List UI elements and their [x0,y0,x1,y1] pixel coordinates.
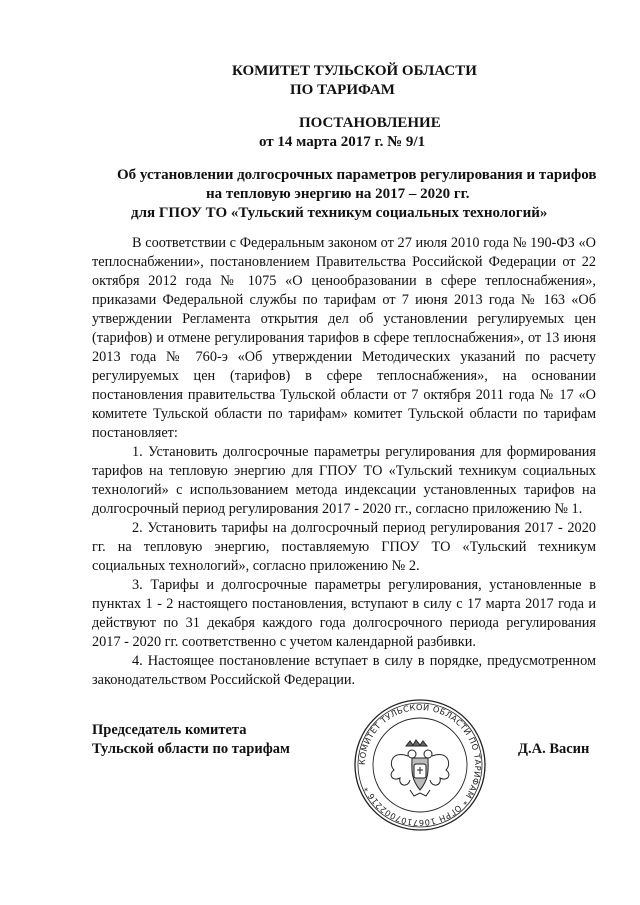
item-paragraph: 2. Установить тарифы на долгосрочный период регулирования 2017 - 2020 гг. на тепловую энергию, поставляемую ГПОУ ТО «Тульский техникум социальных технологий», согласно приложению № 2. [92,520,596,574]
subject-line2: на тепловую энергию на 2017 – 2020 гг. [206,186,470,202]
item-paragraph: 3. Тарифы и долгосрочные параметры регулирования, установленные в пунктах 1 - 2 настоящего постановления, вступают в силу с 17 марта 2017 года и действуют по 31 декабря каждого года долгосрочного периода регулирования 2017 - 2020 гг. соответственно с учетом календарной разбивки. [92,577,596,650]
eagle-emblem-icon [391,740,449,796]
org-title-line1: КОМИТЕТ ТУЛЬСКОЙ ОБЛАСТИ [232,63,477,79]
subject-line1: Об установлении долгосрочных параметров регулирования и тарифов [117,167,597,183]
document-date-number: от 14 марта 2017 г. № 9/1 [259,134,426,150]
subject-line3: для ГПОУ ТО «Тульский техникум социальных технологий» [131,205,548,221]
signatory-name: Д.А. Васин [518,741,590,757]
item-paragraph: 1. Установить долгосрочные параметры регулирования для формирования тарифов на тепловую энергию для ГПОУ ТО «Тульский техникум социальных технологий» с использованием метода индексации установленных тарифов на долгосрочный период регулирования 2017 - 2020 гг., согласно приложению № 1. [92,444,596,517]
org-title-line2: ПО ТАРИФАМ [290,82,395,98]
official-stamp [352,698,488,832]
signatory-position-line1: Председатель комитета [92,722,247,738]
signatory-position-line2: Тульской области по тарифам [92,741,290,757]
document-body [92,234,596,690]
document-type: ПОСТАНОВЛЕНИЕ [299,115,441,131]
preamble-paragraph: В соответствии с Федеральным законом от 27 июля 2010 года № 190-ФЗ «О теплоснабжении», постановлением Правительства Российской Федерации от 22 октября 2012 года № 1075 «О ценообразовании в сфере теплоснабжения», приказами Федеральной службы по тарифам от 7 июня 2013 года № 163 «Об утверждении Регламента открытия дел об установлении регулируемых цен (тарифов) и отмене регулирования тарифов в сфере теплоснабжения», от 13 июня 2013 года № 760-э «Об утверждении Методических указаний по расчету регулируемых цен (тарифов) в сфере теплоснабжения», на основании постановления правительства Тульской области от 7 октября 2011 года № 17 «О комитете Тульской области по тарифам» комитет Тульской области по тарифам постановляет: [92,235,596,441]
stamp-ring-text: КОМИТЕТ ТУЛЬСКОЙ ОБЛАСТИ ПО ТАРИФАМ * ОГРН 1067107002216 * [356,701,484,829]
item-paragraph: 4. Настоящее постановление вступает в силу в порядке, предусмотренном законодательством Российской Федерации. [92,653,596,688]
